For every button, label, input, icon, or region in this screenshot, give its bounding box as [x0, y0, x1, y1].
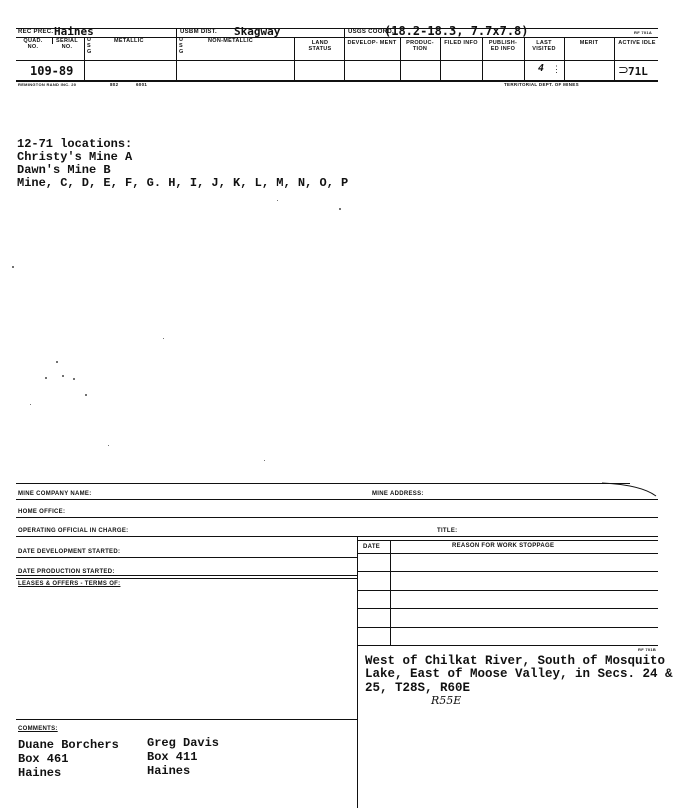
col-metallic: METALLIC — [114, 38, 144, 44]
bracket-mark: ⊃ — [618, 63, 629, 78]
rec-prec-label: REC PREC. — [18, 29, 54, 35]
note-line-1: 12-71 locations: — [17, 137, 133, 151]
operating-label: OPERATING OFFICIAL IN CHARGE: — [18, 528, 129, 534]
handwritten-range: R55E — [431, 694, 462, 707]
col-active: ACTIVE IDLE — [618, 40, 656, 46]
note-line-2: Christy's Mine A — [17, 150, 133, 164]
printer-code2: 6001 — [136, 82, 148, 87]
usbm-dist-label: USBM DIST. — [180, 29, 218, 35]
col-filed: FILED INFO — [444, 40, 478, 46]
printer-code1: 802 — [110, 82, 119, 87]
home-office-label: HOME OFFICE: — [18, 509, 66, 515]
col-nonmetallic: NON-METALLIC — [208, 38, 254, 44]
contact1-line1: Duane Borchers — [18, 738, 119, 752]
leases-label: LEASES & OFFERS - TERMS OF: — [18, 581, 121, 587]
location-line-1: West of Chilkat River, South of Mosquito — [365, 654, 666, 668]
location-line-3: 25, T28S, R60E — [365, 681, 471, 695]
mine-company-label: MINE COMPANY NAME: — [18, 491, 92, 497]
contact1-line3: Haines — [18, 766, 62, 780]
reason-label: REASON FOR WORK STOPPAGE — [452, 543, 555, 549]
contact1-line2: Box 461 — [18, 752, 69, 766]
comments-label: COMMENTS: — [18, 726, 58, 732]
last-visited-mark: 4 — [538, 63, 545, 74]
contact2-line1: Greg Davis — [147, 736, 220, 750]
form-code-2: RF 701B — [638, 647, 657, 652]
col-published: PUBLISH- ED INFO — [488, 40, 518, 52]
mine-address-label: MINE ADDRESS: — [372, 491, 424, 497]
col-usg2: U S G — [179, 37, 184, 55]
col-land: LAND STATUS — [308, 40, 332, 52]
usbm-dist-value: Skagway — [234, 25, 281, 38]
col-develop: DEVELOP- MENT — [347, 40, 397, 46]
date-label: DATE — [363, 544, 381, 550]
col-serial: SERIAL NO. — [56, 38, 78, 50]
prod-started-label: DATE PRODUCTION STARTED: — [18, 569, 115, 575]
contact2-line3: Haines — [147, 764, 191, 778]
dev-started-label: DATE DEVELOPMENT STARTED: — [18, 549, 121, 555]
note-line-4: Mine, C, D, E, F, G. H, I, J, K, L, M, N, O, P — [17, 176, 349, 190]
form-code: RF 701A — [634, 30, 653, 35]
form-edge-curve — [600, 482, 660, 498]
col-last-visited: LAST VISITED — [532, 40, 556, 52]
agency-label: TERRITORIAL DEPT. OF MINES — [504, 82, 579, 87]
tick-marks: ⋮ — [552, 64, 561, 74]
contact2-line2: Box 411 — [147, 750, 198, 764]
title-label: TITLE: — [437, 528, 458, 534]
col-merit: MERIT — [579, 40, 599, 46]
printer-note: REMINGTON RAND INC. 20 — [18, 82, 77, 87]
col-production: PRODUC- TION — [406, 40, 434, 52]
location-line-2: Lake, East of Moose Valley, in Secs. 24 & — [365, 667, 673, 681]
quad-serial-value: 109-89 — [30, 64, 74, 78]
col-usg: U S G — [87, 37, 92, 55]
note-line-3: Dawn's Mine B — [17, 163, 111, 177]
usgs-coord-label: USGS COORD. — [348, 29, 394, 35]
rec-prec-value: Haines — [54, 25, 94, 38]
active-value: 71L — [628, 65, 648, 78]
col-quad: QUAD. NO. — [23, 38, 43, 50]
usgs-coord-value: (18.2-18.3, 7.7x7.8) — [384, 24, 529, 38]
